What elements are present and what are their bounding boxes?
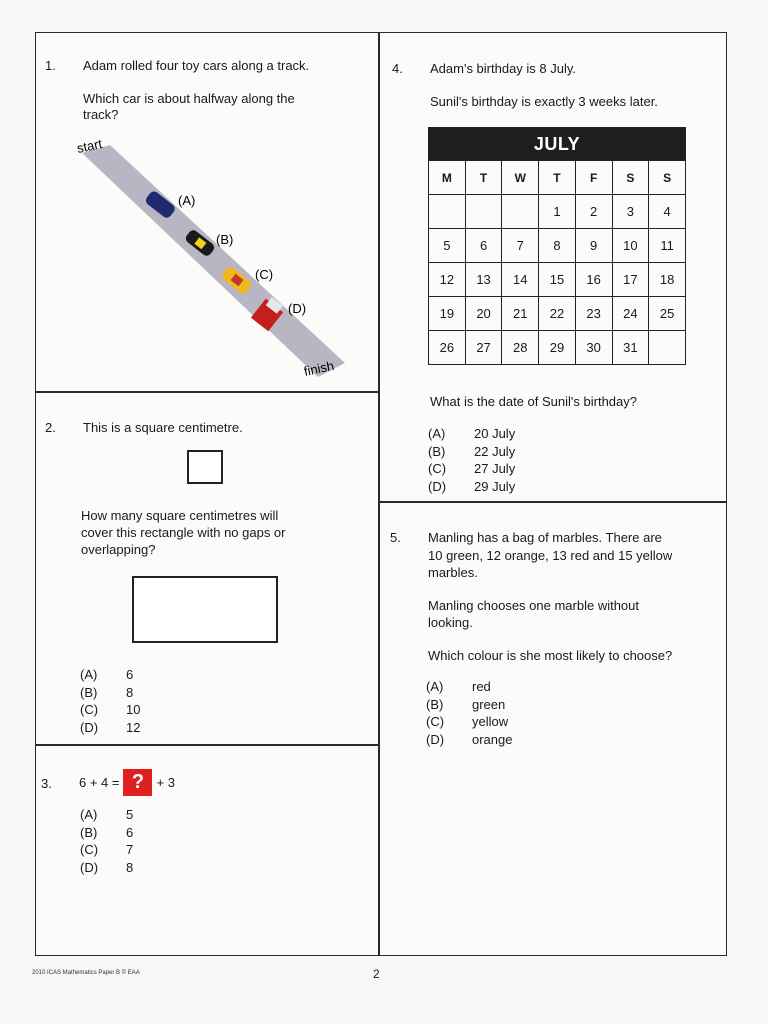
question-1-number: 1. [45,58,56,73]
question-4-prompt: What is the date of Sunil's birthday? [430,394,637,409]
calendar-date-cell: 21 [502,297,539,331]
calendar-day-header: F [575,161,612,195]
calendar-date-cell: 26 [429,331,466,365]
column-divider [378,32,380,956]
car-label-c: (C) [255,267,274,282]
question-2-prompt-line3: overlapping? [81,542,156,557]
calendar-date-cell: 17 [612,263,649,297]
calendar-date-cell: 6 [465,229,502,263]
question-4-number: 4. [392,61,403,76]
question-5-text-line3: marbles. [428,565,478,580]
calendar-week-row [429,263,686,297]
option-row: (B) 8 [80,684,134,700]
calendar-week-row [429,229,686,263]
car-label-b: (B) [216,232,234,247]
calendar-day-header: M [429,161,466,195]
option-row: (D) 29 July [428,478,516,494]
equation-right: + 3 [156,775,175,790]
calendar-date-cell: 27 [465,331,502,365]
calendar-date-cell: 23 [575,297,612,331]
question-2-number: 2. [45,420,56,435]
calendar-date-cell: 19 [429,297,466,331]
option-row: (C) yellow [426,714,509,729]
calendar-date-cell: 14 [502,263,539,297]
option-row: (C) 10 [80,702,141,717]
equation [79,769,175,796]
question-1-prompt-line2: track? [83,107,119,122]
question-2-options [80,666,140,736]
question-5-options [426,678,512,748]
calendar-date-cell [649,331,686,365]
calendar-date-cell: 15 [539,263,576,297]
calendar-date-cell: 25 [649,297,686,331]
option-row: (A) 20 July [428,426,516,441]
question-1-prompt-line1: Which car is about halfway along the [83,91,295,106]
rectangle-figure [132,576,278,643]
option-row: (A) 6 [80,667,134,682]
calendar-day-header: T [465,161,502,195]
question-2-text: This is a square centimetre. [83,420,243,435]
calendar-week-row [429,331,686,365]
calendar-date-cell: 2 [575,195,612,229]
question-5-text-line5: looking. [428,615,473,630]
question-2-prompt-line2: cover this rectangle with no gaps or [81,525,286,540]
option-row: (C) 7 [80,842,134,857]
option-row: (D) orange [426,731,513,747]
square-centimetre-figure [187,450,223,484]
question-5-text-line1: Manling has a bag of marbles. There are [428,530,662,545]
question-5-prompt: Which colour is she most likely to choose? [428,648,673,663]
calendar-date-cell: 9 [575,229,612,263]
option-row: (A) 5 [80,807,134,822]
calendar-month: JULY [429,128,686,161]
calendar-date-cell: 10 [612,229,649,263]
calendar-date-cell: 7 [502,229,539,263]
calendar-date-cell: 24 [612,297,649,331]
divider-q1-q2 [35,391,378,393]
finish-label: finish [302,357,336,379]
divider-q2-q3 [35,744,378,746]
calendar-date-cell: 4 [649,195,686,229]
calendar-date-cell [429,195,466,229]
calendar-date-cell: 29 [539,331,576,365]
question-4-options [428,425,515,495]
calendar-day-header: T [539,161,576,195]
option-row: (A) red [426,679,491,694]
option-row: (B) 6 [80,824,134,840]
track [82,145,345,377]
calendar-date-cell: 31 [612,331,649,365]
option-row: (C) 27 July [428,461,516,476]
question-1-text: Adam rolled four toy cars along a track. [83,58,310,73]
equation-left: 6 + 4 = [79,775,120,790]
footer-credit: 2010 ICAS Mathematics Paper B © EAA [32,970,140,976]
question-5-text-line2: 10 green, 12 orange, 13 red and 15 yellow [428,548,673,563]
calendar-date-cell: 12 [429,263,466,297]
calendar-date-cell: 13 [465,263,502,297]
calendar-date-cell: 8 [539,229,576,263]
calendar-date-cell: 30 [575,331,612,365]
divider-q4-q5 [379,501,727,503]
calendar-date-cell: 28 [502,331,539,365]
option-row: (D) 8 [80,859,134,875]
page-number: 2 [373,967,380,981]
question-3-options [80,806,133,876]
calendar-date-cell: 20 [465,297,502,331]
calendar-date-cell [502,195,539,229]
calendar-date-cell: 16 [575,263,612,297]
calendar-date-cell: 22 [539,297,576,331]
question-5-number: 5. [390,530,401,545]
calendar-day-header: W [502,161,539,195]
unknown-box: ? [123,769,152,796]
car-label-d: (D) [288,301,307,316]
option-row: (B) 22 July [428,443,516,459]
question-4-text-line1: Adam's birthday is 8 July. [430,61,577,76]
calendar-week-row [429,297,686,331]
question-4-text-line2: Sunil's birthday is exactly 3 weeks later. [430,94,658,109]
option-row: (B) green [426,696,506,712]
question-2-prompt-line1: How many square centimetres will [81,508,279,523]
question-3-number: 3. [41,776,52,791]
calendar-date-cell: 3 [612,195,649,229]
july-calendar [428,127,686,365]
question-5-text-line4: Manling chooses one marble without [428,598,640,613]
calendar-day-header: S [612,161,649,195]
calendar-date-cell: 18 [649,263,686,297]
calendar-date-cell: 11 [649,229,686,263]
calendar-day-header: S [649,161,686,195]
calendar-date-cell: 1 [539,195,576,229]
calendar-date-cell: 5 [429,229,466,263]
option-row: (D) 12 [80,719,141,735]
calendar-date-cell [465,195,502,229]
calendar-week-row [429,195,686,229]
toy-car-track-figure [70,135,360,385]
car-label-a: (A) [178,193,196,208]
start-label: start [75,136,104,156]
